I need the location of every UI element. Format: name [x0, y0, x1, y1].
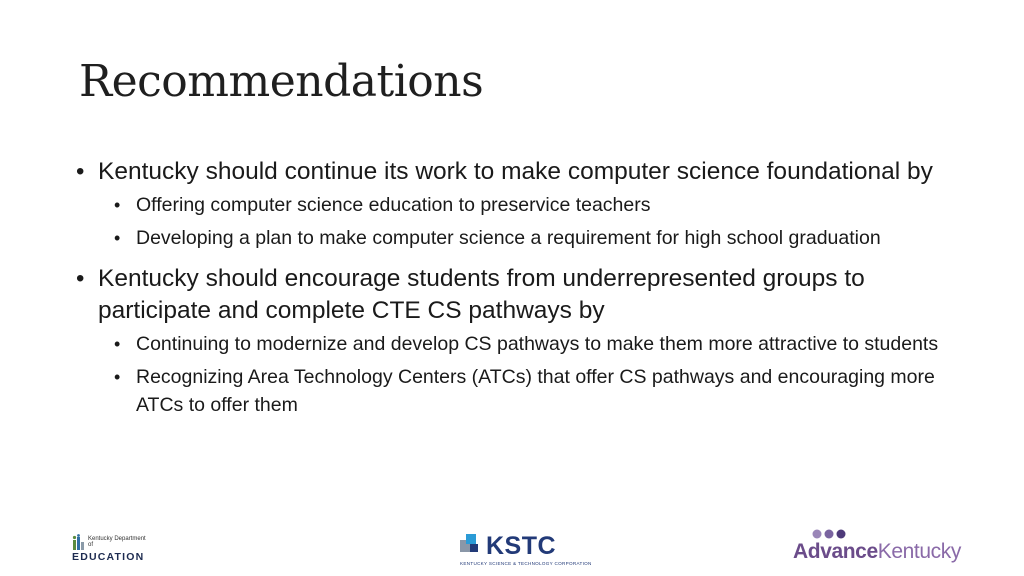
advance-dots-icon [812, 528, 852, 540]
bullet-list [76, 156, 956, 424]
sub-bullet-list [114, 191, 956, 252]
sub-bullet-item [114, 224, 956, 252]
bullet-dot: • [114, 228, 121, 248]
bullet-dot: • [114, 367, 121, 387]
bullet-item [76, 263, 956, 327]
sub-bullet-item [114, 363, 956, 419]
sub-bullet-text: Offering computer science education to preservice teachers [136, 194, 651, 216]
kstc-name: KSTC [486, 532, 557, 560]
advance-kentucky-wordmark: AdvanceKentucky [793, 540, 961, 563]
advance-kentucky-logo [793, 526, 963, 570]
bullet-text: Kentucky should encourage students from underrepresented groups to participate and complete CTE CS pathways by [98, 265, 865, 324]
kstc-mark-icon [460, 534, 482, 556]
slide-title: Recommendations [79, 56, 484, 107]
edu-logo-small-text: Kentucky Department of [88, 536, 146, 548]
sub-bullet-text: Continuing to modernize and develop CS pathways to make them more attractive to students [136, 333, 939, 355]
sub-bullet-text: Developing a plan to make computer science a requirement for high school graduation [136, 227, 881, 249]
sub-bullet-item [114, 330, 956, 358]
bullet-dot: • [114, 334, 121, 354]
bullet-text: Kentucky should continue its work to make computer science foundational by [98, 158, 933, 185]
bullet-item [76, 156, 956, 188]
bullet-dot: • [114, 195, 121, 215]
bullet-dot: • [76, 265, 85, 292]
sub-bullet-item [114, 191, 956, 219]
sub-bullet-list [114, 330, 956, 419]
kentucky-education-logo [72, 532, 162, 566]
footer-logos [0, 518, 1024, 576]
edu-logo-big-text: EDUCATION [72, 551, 145, 563]
kstc-logo [460, 532, 592, 568]
sub-bullet-text: Recognizing Area Technology Centers (ATCs) that offer CS pathways and encouraging more ATCs to offer them [136, 366, 935, 416]
bullet-dot: • [76, 158, 85, 185]
kstc-full-name: KENTUCKY SCIENCE & TECHNOLOGY CORPORATION [460, 561, 592, 566]
kentucky-education-icon [72, 534, 86, 550]
